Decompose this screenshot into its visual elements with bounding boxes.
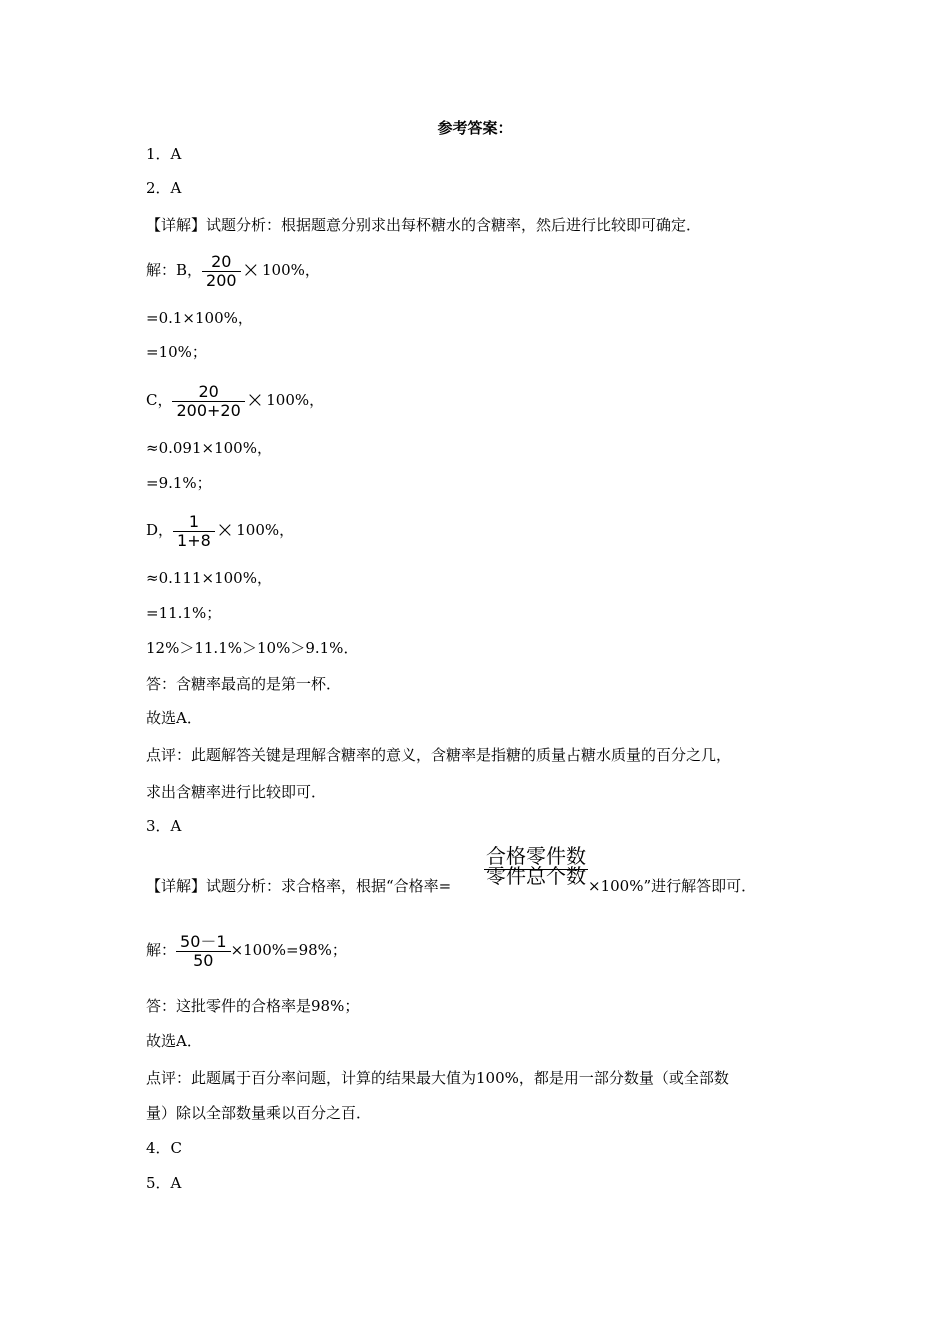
solution-d-suffix: 100%， bbox=[236, 521, 295, 539]
answer-4: 4．C bbox=[146, 1139, 183, 1157]
fraction-d-numerator: 1 bbox=[188, 511, 199, 531]
fraction-b-numerator: 20 bbox=[211, 251, 232, 271]
solution-d bbox=[146, 510, 294, 551]
fraction-c-numerator: 20 bbox=[198, 381, 219, 401]
solution-c-suffix: 100%， bbox=[266, 391, 325, 409]
pass-rate-numerator: 合格零件数 bbox=[486, 844, 586, 868]
choice-line: 故选A． bbox=[146, 1032, 202, 1050]
solution-3-prefix: 解： bbox=[146, 941, 177, 959]
fraction-c-denominator: 200+20 bbox=[176, 400, 241, 420]
fraction-b bbox=[202, 253, 241, 290]
fraction-3 bbox=[176, 933, 231, 970]
step-line: =9.1%； bbox=[146, 474, 212, 492]
solution-c-prefix: C， bbox=[146, 391, 173, 409]
step-line: ≈0.091×100%， bbox=[146, 439, 272, 457]
step-line: ≈0.111×100%， bbox=[146, 569, 272, 587]
detail-3-prefix: 【详解】试题分析：求合格率，根据“合格率= bbox=[146, 877, 452, 895]
times-icon: × bbox=[215, 518, 235, 543]
answer-1: 1．A bbox=[146, 145, 182, 163]
answer-3: 3．A bbox=[146, 817, 182, 835]
comment-line: 求出含糖率进行比较即可． bbox=[146, 783, 327, 801]
comment-line: 量）除以全部数量乘以百分之百． bbox=[146, 1104, 372, 1122]
fraction-b-denominator: 200 bbox=[206, 270, 237, 290]
answer-2: 2．A bbox=[146, 179, 182, 197]
detail-2: 【详解】试题分析：根据题意分别求出每杯糖水的含糖率，然后进行比较即可确定． bbox=[146, 216, 702, 234]
detail-3-suffix: ×100%”进行解答即可． bbox=[588, 877, 757, 895]
step-line: =10%； bbox=[146, 343, 207, 361]
answer-5: 5．A bbox=[146, 1174, 182, 1192]
step-line: =11.1%； bbox=[146, 604, 222, 622]
fraction-c bbox=[172, 383, 244, 420]
solution-d-prefix: D， bbox=[146, 521, 174, 539]
solution-b bbox=[146, 250, 320, 291]
times-icon: × bbox=[245, 388, 265, 413]
times-icon: × bbox=[241, 258, 261, 283]
solution-b-suffix: 100%， bbox=[262, 261, 320, 279]
pass-rate-fraction bbox=[484, 844, 588, 888]
comment-line: 点评：此题解答关键是理解含糖率的意义，含糖率是指糖的质量占糖水质量的百分之几， bbox=[146, 746, 732, 764]
comment-line: 点评：此题属于百分率问题，计算的结果最大值为100%，都是用一部分数量（或全部数 bbox=[146, 1069, 729, 1087]
fraction-d bbox=[173, 513, 215, 550]
solution-b-prefix: 解：B， bbox=[146, 261, 203, 279]
answer-statement: 答：含糖率最高的是第一杯． bbox=[146, 675, 342, 693]
choice-line: 故选A． bbox=[146, 709, 202, 727]
fraction-3-denominator: 50 bbox=[193, 950, 214, 970]
solution-3 bbox=[146, 930, 347, 970]
fraction-d-denominator: 1+8 bbox=[177, 530, 211, 550]
comparison-line: 12%＞11.1%＞10%＞9.1%． bbox=[146, 639, 359, 657]
pass-rate-denominator: 零件总个数 bbox=[486, 864, 586, 888]
solution-3-suffix: ×100%=98%； bbox=[230, 941, 347, 959]
answer-statement: 答：这批零件的合格率是98%； bbox=[146, 997, 360, 1015]
page-title: 参考答案： bbox=[437, 119, 513, 137]
step-line: =0.1×100%， bbox=[146, 309, 253, 327]
fraction-3-numerator: 50－1 bbox=[180, 931, 227, 951]
solution-c bbox=[146, 380, 324, 421]
